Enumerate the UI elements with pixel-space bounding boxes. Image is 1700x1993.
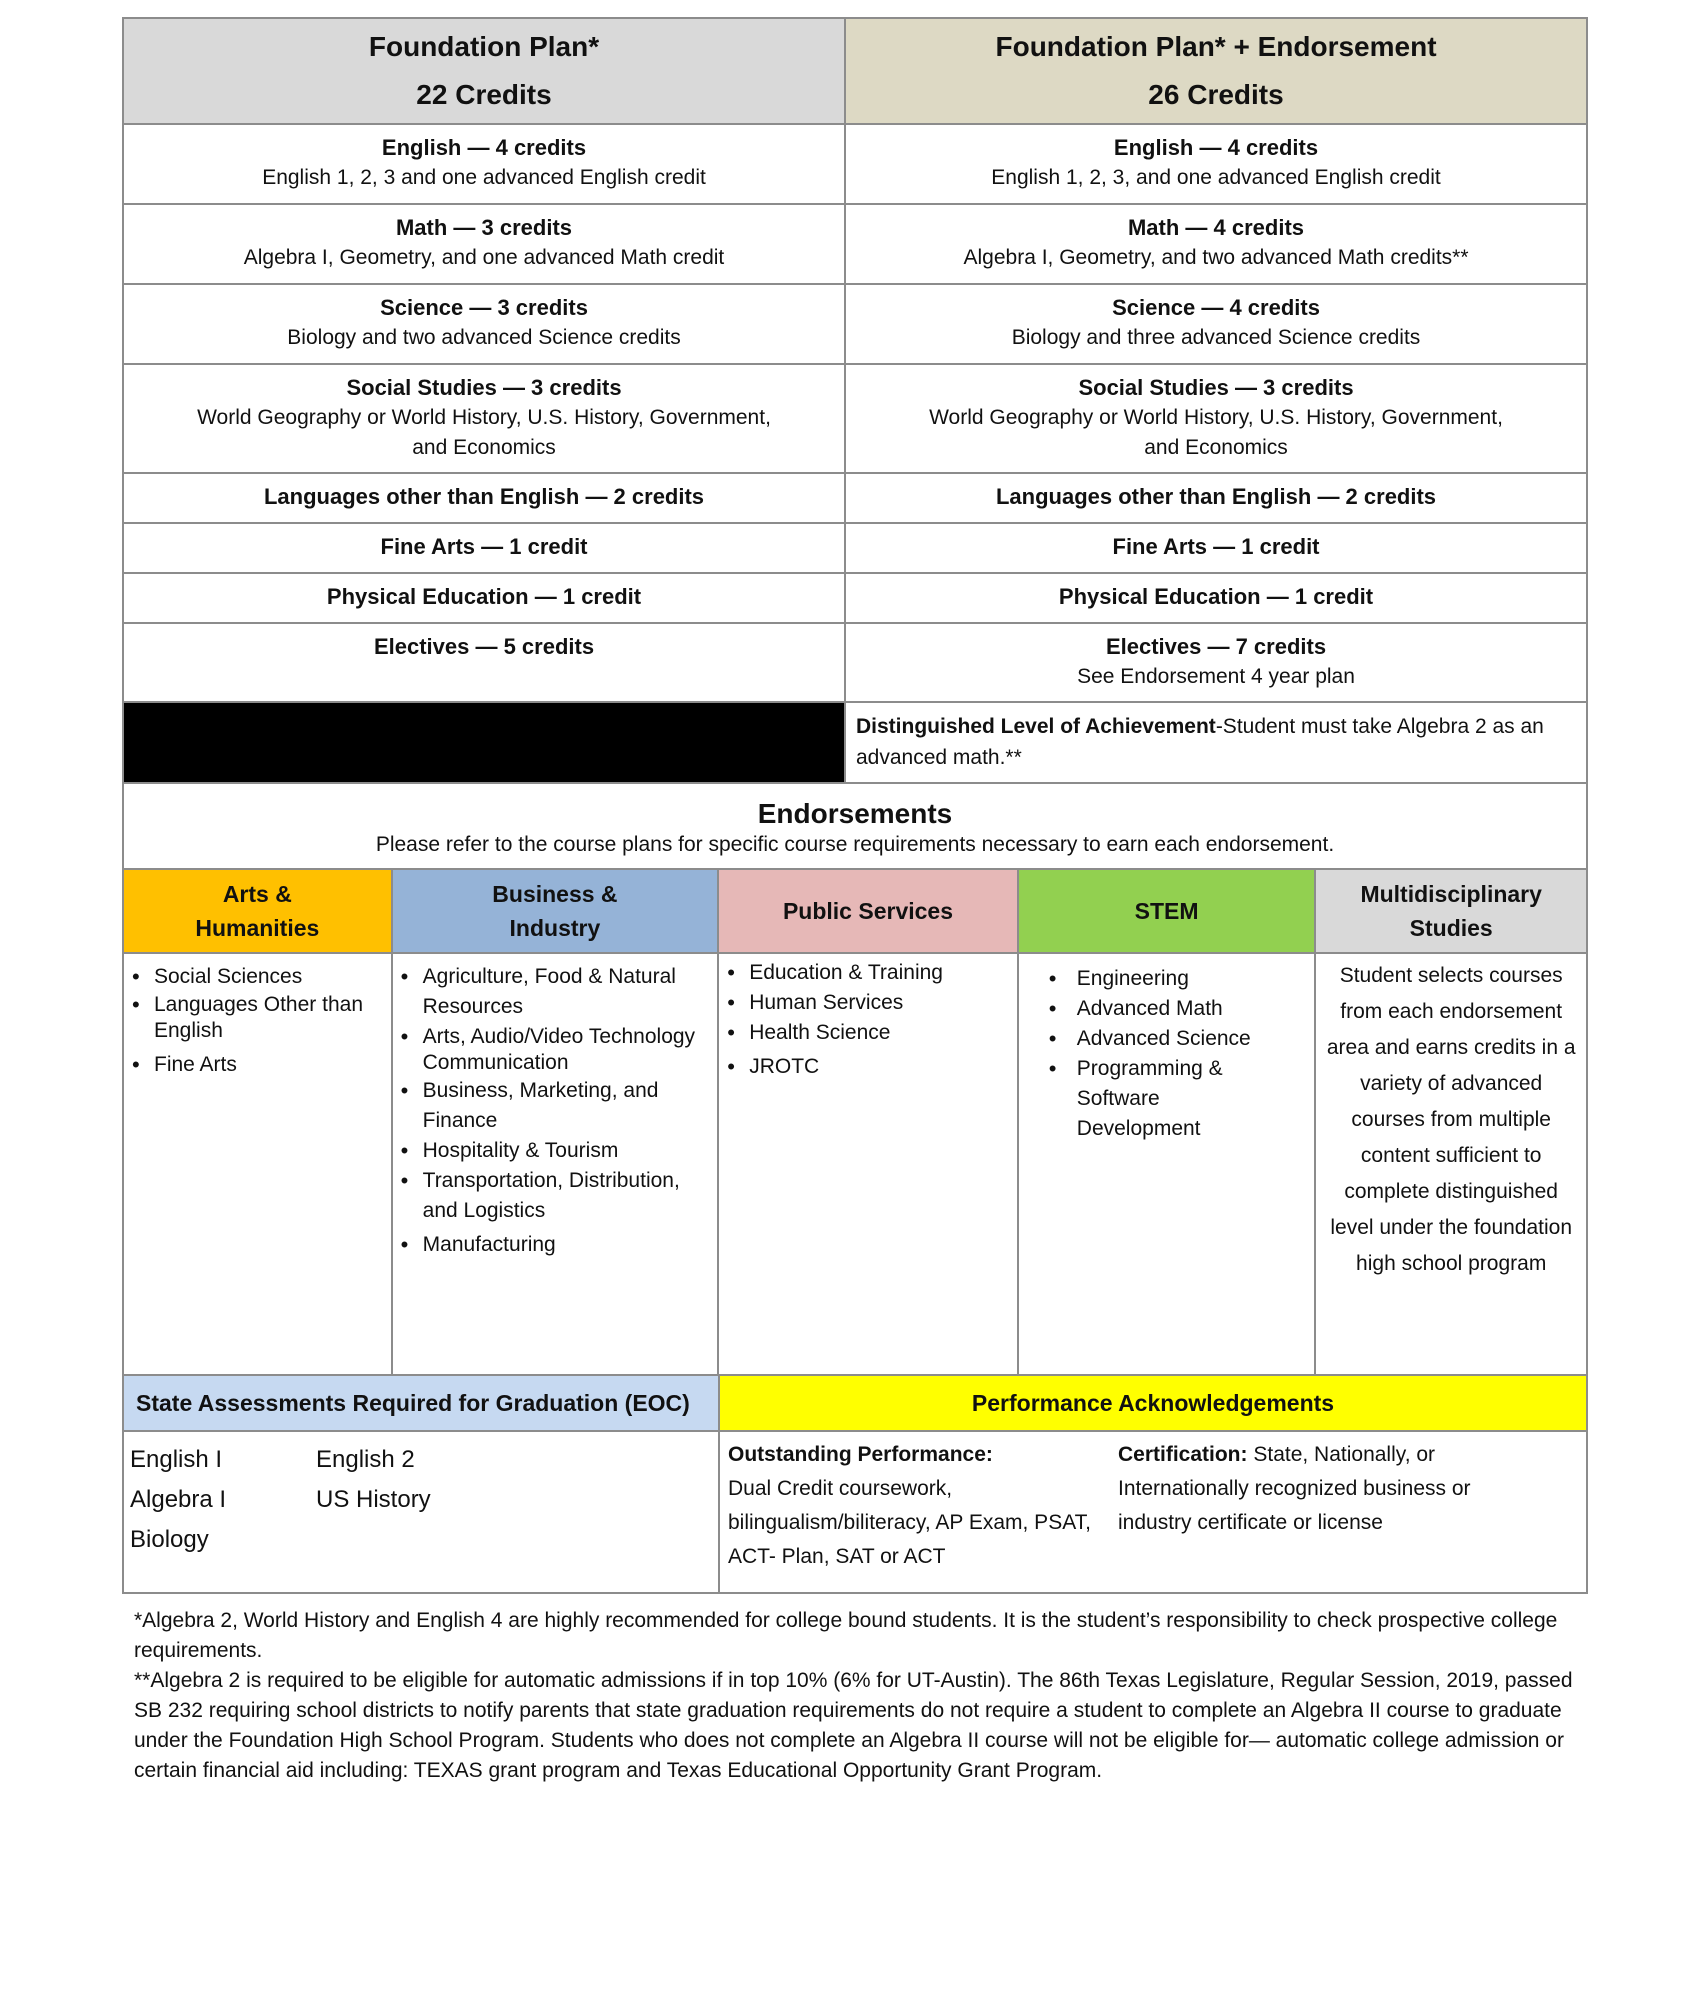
requirement-description: Algebra I, Geometry, and one advanced Math credit: [243, 246, 725, 269]
performance-body: [720, 1432, 1586, 1592]
endorsement-plan-title: Foundation Plan* + Endorsement: [995, 31, 1437, 62]
list-item: • Fine Arts: [124, 1050, 391, 1080]
requirement-cell: [124, 205, 846, 283]
requirement-description: World Geography or World History, U.S. History, Government,: [197, 406, 771, 429]
assessment-item: US History: [316, 1486, 431, 1513]
requirement-cell: [124, 125, 846, 203]
requirement-subject: Social Studies — 3 credits: [346, 375, 622, 400]
list-item: • JROTC: [719, 1052, 1017, 1082]
certification: [1118, 1438, 1478, 1574]
requirement-cell: [846, 474, 1586, 522]
endorsements-subtitle: Please refer to the course plans for specific course requirements necessary to earn each endorsement.: [375, 833, 1335, 856]
list-item: • Human Services: [719, 988, 1017, 1018]
endorsement-list: [124, 962, 391, 1080]
list-item: • Programming & Software Development: [1041, 1054, 1237, 1144]
endorsement-public-services: [719, 870, 1019, 1374]
requirement-subject: English — 4 credits: [381, 135, 587, 160]
requirement-subject: Fine Arts — 1 credit: [1112, 534, 1320, 559]
distinguished-level-cell: [846, 703, 1586, 782]
requirement-cell: [124, 574, 846, 622]
requirement-cell: [846, 205, 1586, 283]
distinguished-row: [124, 701, 1586, 782]
outstanding-label: Outstanding Performance:: [728, 1443, 993, 1466]
assessment-item: Biology: [130, 1526, 209, 1553]
endorsement-heading: [1316, 870, 1586, 954]
list-item: • Agriculture, Food & Natural Resources: [393, 962, 718, 1022]
list-item: • Advanced Science: [1041, 1024, 1315, 1054]
heading-line: Multidisciplinary: [1360, 881, 1542, 907]
plan-sheet: [122, 17, 1588, 1594]
requirement-description: World Geography or World History, U.S. History, Government,: [929, 406, 1503, 429]
endorsement-columns: [124, 868, 1586, 1374]
list-item: • Social Sciences: [124, 962, 391, 992]
endorsement-body: [1019, 954, 1315, 1374]
endorsement-list: [393, 962, 718, 1260]
requirement-description: English 1, 2, 3, and one advanced English credit: [991, 166, 1441, 189]
list-item: • Engineering: [1041, 964, 1315, 994]
heading-line: Arts &: [222, 881, 292, 907]
list-item: • Advanced Math: [1041, 994, 1315, 1024]
endorsement-body: [124, 954, 391, 1374]
requirement-row-physical-education: [124, 572, 1586, 622]
endorsement-heading: [124, 870, 391, 954]
requirement-cell: [124, 285, 846, 363]
distinguished-text: -Student must take Algebra 2 as an advanced math.**: [856, 715, 1544, 769]
requirement-subject: Languages other than English — 2 credits: [263, 484, 705, 509]
endorsement-stem: [1019, 870, 1317, 1374]
endorsement-body: [1316, 954, 1586, 1374]
requirement-subject: Languages other than English — 2 credits: [995, 484, 1437, 509]
list-item: • Transportation, Distribution, and Logistics: [393, 1166, 718, 1226]
footnote-1: *Algebra 2, World History and English 4 are highly recommended for college bound students. It is the student’s responsibility to check prospective college requirements.: [134, 1609, 1558, 1662]
endorsement-body: [719, 954, 1017, 1374]
requirement-subject: Science — 3 credits: [380, 295, 588, 320]
list-item: • Education & Training: [719, 958, 1017, 988]
state-assessments: [124, 1376, 720, 1592]
requirement-row-electives: [124, 622, 1586, 701]
heading-line: Industry: [509, 915, 601, 941]
requirement-cell: [846, 624, 1586, 701]
requirement-cell: [846, 574, 1586, 622]
requirement-cell: [124, 474, 846, 522]
state-assessments-title: State Assessments Required for Graduation (EOC): [124, 1376, 718, 1432]
endorsement-multidisciplinary: [1316, 870, 1586, 1374]
assessment-item: Algebra I: [130, 1486, 227, 1513]
assessment-column: [316, 1440, 502, 1560]
assessments-performance-section: [124, 1374, 1586, 1592]
requirement-subject: Physical Education — 1 credit: [1058, 584, 1374, 609]
requirement-description: Algebra I, Geometry, and two advanced Math credits**: [963, 246, 1469, 269]
requirement-row-social-studies: [124, 363, 1586, 472]
requirement-subject: Electives — 7 credits: [1105, 634, 1327, 659]
foundation-plan-title: Foundation Plan*: [368, 31, 600, 62]
state-assessments-body: [124, 1432, 718, 1592]
requirement-subject: English — 4 credits: [1113, 135, 1319, 160]
endorsement-heading: [393, 870, 718, 954]
heading-line: STEM: [1134, 898, 1199, 924]
endorsements-title: Endorsements: [757, 798, 953, 829]
assessment-column: [130, 1440, 316, 1560]
endorsement-plan-credits: 26 Credits: [1148, 79, 1284, 110]
requirement-row-english: [124, 123, 1586, 203]
endorsements-header: [124, 782, 1586, 868]
requirement-cell: [846, 524, 1586, 572]
requirement-cell: [846, 285, 1586, 363]
requirement-cell: [124, 624, 846, 701]
heading-line: Public Services: [782, 898, 953, 924]
requirement-subject: Fine Arts — 1 credit: [380, 534, 588, 559]
multidisciplinary-description: Student selects courses from each endorsement area and earns credits in a variety of advanced courses from multiple content sufficient to complete distinguished level under the foundation high school program: [1326, 964, 1576, 1275]
foundation-plan-credits: 22 Credits: [416, 79, 552, 110]
certification-text: State, Nationally, or Internationally recognized business or industry certificate or license: [1118, 1443, 1471, 1534]
endorsement-list: [719, 958, 1017, 1082]
distinguished-label: Distinguished Level of Achievement: [856, 715, 1216, 738]
requirement-subject: Math — 3 credits: [395, 215, 573, 240]
footnotes: [122, 1594, 1588, 1786]
foundation-plan-header: [124, 19, 846, 123]
endorsement-arts-humanities: [124, 870, 393, 1374]
blacked-out-cell: [124, 703, 846, 782]
requirement-description: Biology and three advanced Science credits: [1011, 326, 1421, 349]
list-item: • Business, Marketing, and Finance: [393, 1076, 718, 1136]
requirement-description: and Economics: [412, 436, 556, 459]
requirement-row-fine-arts: [124, 522, 1586, 572]
requirement-description: and Economics: [1144, 436, 1288, 459]
graduation-plan-page: [122, 17, 1588, 1786]
list-item: • Languages Other than English: [124, 992, 391, 1044]
list-item: • Arts, Audio/Video Technology Communication: [393, 1024, 718, 1076]
plan-header-row: [124, 19, 1586, 123]
heading-line: Business &: [492, 881, 618, 907]
requirement-row-science: [124, 283, 1586, 363]
endorsement-heading: [1019, 870, 1315, 954]
endorsement-business-industry: [393, 870, 720, 1374]
list-item: • Hospitality & Tourism: [393, 1136, 718, 1166]
requirement-subject: Science — 4 credits: [1112, 295, 1320, 320]
requirement-description: English 1, 2, 3 and one advanced English credit: [262, 166, 706, 189]
requirement-row-math: [124, 203, 1586, 283]
requirement-cell: [124, 524, 846, 572]
certification-label: Certification:: [1118, 1443, 1248, 1466]
requirement-description: Biology and two advanced Science credits: [287, 326, 681, 349]
requirement-subject: Electives — 5 credits: [373, 634, 595, 659]
endorsement-plan-header: [846, 19, 1586, 123]
performance-acknowledgements: [720, 1376, 1586, 1592]
endorsement-heading: [719, 870, 1017, 954]
requirement-subject: Physical Education — 1 credit: [326, 584, 642, 609]
heading-line: Studies: [1409, 915, 1493, 941]
requirement-description: See Endorsement 4 year plan: [1077, 665, 1355, 688]
requirement-row-languages: [124, 472, 1586, 522]
outstanding-text: Dual Credit coursework, bilingualism/biliteracy, AP Exam, PSAT, ACT- Plan, SAT or ACT: [728, 1477, 1091, 1568]
requirement-cell: [846, 125, 1586, 203]
list-item: • Manufacturing: [393, 1230, 718, 1260]
assessment-item: English I: [130, 1446, 223, 1473]
endorsement-list: [1041, 964, 1315, 1144]
outstanding-performance: [728, 1438, 1118, 1574]
endorsement-body: [393, 954, 718, 1374]
requirement-subject: Math — 4 credits: [1127, 215, 1305, 240]
list-item: • Health Science: [719, 1018, 1017, 1048]
footnote-2: **Algebra 2 is required to be eligible for automatic admissions if in top 10% (6% for UT-Austin). The 86th Texas Legislature, Regular Session, 2019, passed SB 232 requiring school districts to notify parents that state graduation requirements do not require a student to complete an Algebra II course to graduate under the Foundation High School Program. Students who does not complete an Algebra II course will not be eligible for— automatic college admission or certain financial aid including: TEXAS grant program and Texas Educational Opportunity Grant Program.: [134, 1669, 1573, 1782]
assessment-item: English 2: [316, 1446, 415, 1473]
requirement-cell: [124, 365, 846, 472]
requirement-subject: Social Studies — 3 credits: [1078, 375, 1354, 400]
performance-title: Performance Acknowledgements: [720, 1376, 1586, 1432]
heading-line: Humanities: [195, 915, 320, 941]
requirement-cell: [846, 365, 1586, 472]
